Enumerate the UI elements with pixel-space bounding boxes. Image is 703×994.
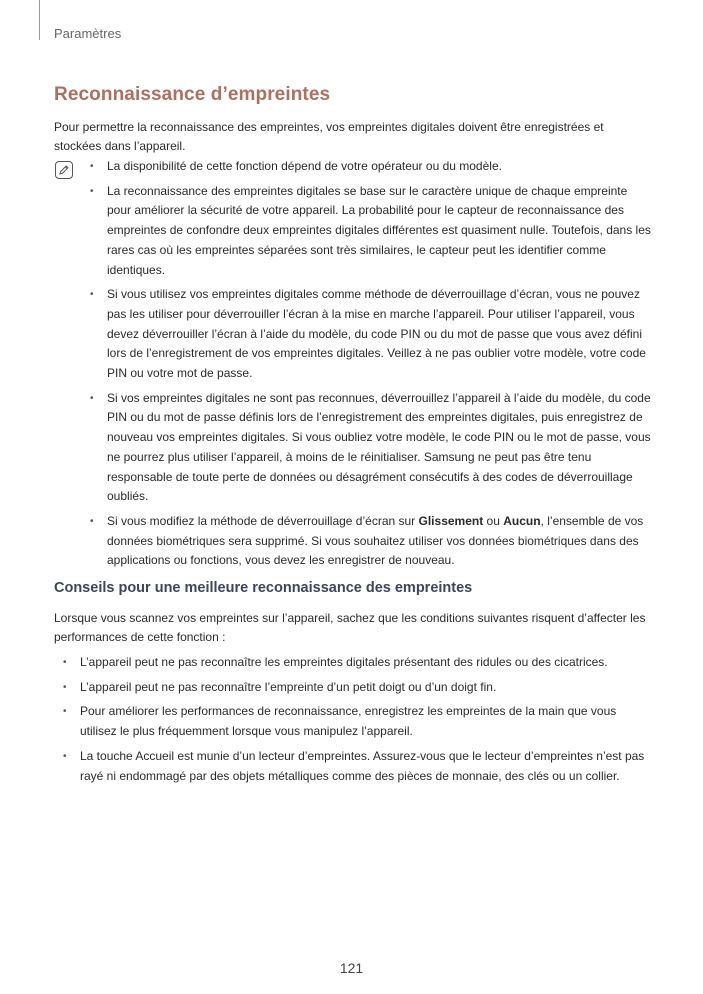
note-text-part: , l’ensemble de vos données biométriques sera supprimé. Si vous souhaitez utiliser vos données biométriques dans des applications ou fonctions, vous devez les enregistrer de nouveau.	[107, 513, 644, 568]
notes-list	[90, 157, 652, 576]
section-intro: Pour permettre la reconnaissance des empreintes, vos empreintes digitales doivent être enregistrées et stockées dans l’appareil.	[54, 120, 604, 153]
list-item: • La touche Accueil est munie d’un lecteur d’empreintes. Assurez-vous que le lecteur d’empreintes n’est pas rayé ni endommagé par des objets métalliques comme des pièces de monnaie, des clés ou un collier.	[63, 747, 653, 786]
option-glissement: Glissement	[418, 513, 484, 528]
option-aucun: Aucun	[503, 513, 541, 528]
list-item: • Pour améliorer les performances de reconnaissance, enregistrez les empreintes de la main que vous utilisez le plus fréquemment lorsque vous manipulez l’appareil.	[63, 702, 653, 741]
list-item: • L’appareil peut ne pas reconnaître l’empreinte d’un petit doigt ou d’un doigt fin.	[63, 678, 653, 698]
page-number: 121	[339, 960, 364, 976]
subsection-title: Conseils pour une meilleure reconnaissance des empreintes	[54, 580, 473, 596]
list-item	[90, 512, 652, 571]
list-item: • Si vos empreintes digitales ne sont pas reconnues, déverrouillez l’appareil à l’aide du modèle, du code PIN ou du mot de passe définis lors de l’enregistrement des empreintes digitales, puis enregistrez de nouveau vos empreintes digitales. Si vous oubliez votre modèle, le code PIN ou le mot de passe, vous ne pourrez plus utiliser l’appareil, à moins de le réinitialiser. Samsung ne peut pas être tenu responsable de toute perte de données ou désagrément consécutifs à des codes de déverrouillage oubliés.	[90, 389, 652, 507]
note-pencil-icon	[55, 161, 73, 179]
note-text-part: ou	[483, 513, 504, 528]
header-rule	[39, 0, 40, 40]
subsection-intro: Lorsque vous scannez vos empreintes sur l’appareil, sachez que les conditions suivantes risquent d’affecter les performances de cette fonction :	[54, 611, 646, 644]
list-item: • Si vous utilisez vos empreintes digitales comme méthode de déverrouillage d’écran, vous ne pouvez pas les utiliser pour déverrouiller l’écran à la mise en marche l’appareil. Pour utiliser l’appareil, vous devez déverrouiller l’écran à l’aide du modèle, du code PIN ou du mot de passe que vous avez défini lors de l’enregistrement de vos empreintes digitales. Veillez à ne pas oublier votre modèle, votre code PIN ou votre mot de passe.	[90, 285, 652, 384]
list-item: • La reconnaissance des empreintes digitales se base sur le caractère unique de chaque empreinte pour améliorer la sécurité de votre appareil. La probabilité pour le capteur de reconnaissance des empreintes de confondre deux empreintes digitales différentes est quasiment nulle. Toutefois, dans les rares cas où les empreintes séparées sont très similaires, le capteur peut les identifier comme identiques.	[90, 182, 652, 281]
section-title: Reconnaissance d’empreintes	[54, 84, 331, 105]
note-text-part: Si vous modifiez la méthode de déverrouillage d’écran sur	[107, 513, 419, 528]
list-item: • La disponibilité de cette fonction dépend de votre opérateur ou du modèle.	[90, 157, 652, 177]
tips-list	[63, 653, 653, 791]
list-item: • L’appareil peut ne pas reconnaître les empreintes digitales présentant des ridules ou des cicatrices.	[63, 653, 653, 673]
running-header: Paramètres	[54, 26, 122, 41]
